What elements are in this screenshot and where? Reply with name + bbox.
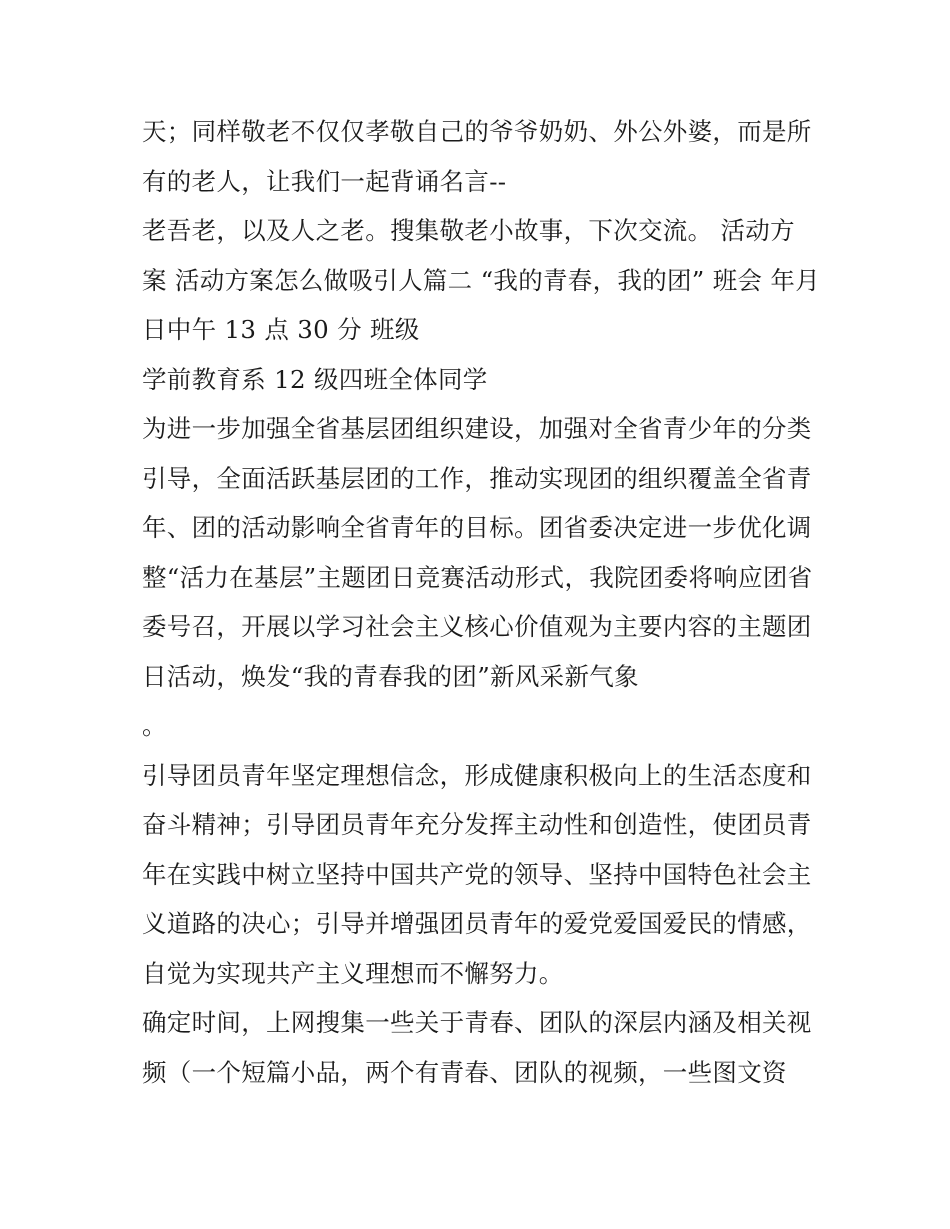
text-line: 日中午 13 点 30 分 班级 — [142, 315, 420, 344]
text-line: 奋斗精神；引导团员青年充分发挥主动性和创造性，使团员青 — [142, 810, 812, 839]
text-line: 案 活动方案怎么做吸引人篇二 “我的青春，我的团” 班会 年月 — [142, 265, 820, 295]
text-line: 引导团员青年坚定理想信念，形成健康积极向上的生活态度和 — [142, 760, 812, 790]
text-line: 义道路的决心；引导并增强团员青年的爱党爱国爱民的情感， — [142, 909, 812, 938]
text-line: 引导，全面活跃基层团的工作，推动实现团的组织覆盖全省青 — [142, 463, 812, 493]
text-line: 整“活力在基层”主题团日竞赛活动形式，我院团委将响应团省 — [142, 562, 813, 592]
text-line: 日活动，焕发“我的青春我的团”新风采新气象 — [142, 661, 639, 691]
text-line: 自觉为实现共产主义理想而不懈努力。 — [142, 958, 564, 988]
text-line: 年、团的活动影响全省青年的目标。团省委决定进一步优化调 — [142, 513, 812, 542]
text-line: 学前教育系 12 级四班全体同学 — [142, 364, 488, 394]
text-line: 频（一个短篇小品，两个有青春、团队的视频，一些图文资 — [142, 1057, 787, 1087]
text-line: 委号召，开展以学习社会主义核心价值观为主要内容的主题团 — [142, 612, 812, 641]
text-line: 有的老人，让我们一起背诵名言-- — [142, 166, 507, 196]
text-line: 天；同样敬老不仅仅孝敬自己的爷爷奶奶、外公外婆，而是所 — [142, 117, 812, 146]
text-line: 老吾老，以及人之老。搜集敬老小故事，下次交流。 活动方 — [142, 216, 795, 245]
body-text — [142, 107, 822, 1097]
text-line: 为进一步加强全省基层团组织建设，加强对全省青少年的分类 — [142, 414, 812, 443]
text-line: 确定时间，上网搜集一些关于青春、团队的深层内涵及相关视 — [142, 1008, 812, 1037]
text-line: 。 — [142, 711, 167, 740]
text-line: 年在实践中树立坚持中国共产党的领导、坚持中国特色社会主 — [142, 859, 812, 889]
